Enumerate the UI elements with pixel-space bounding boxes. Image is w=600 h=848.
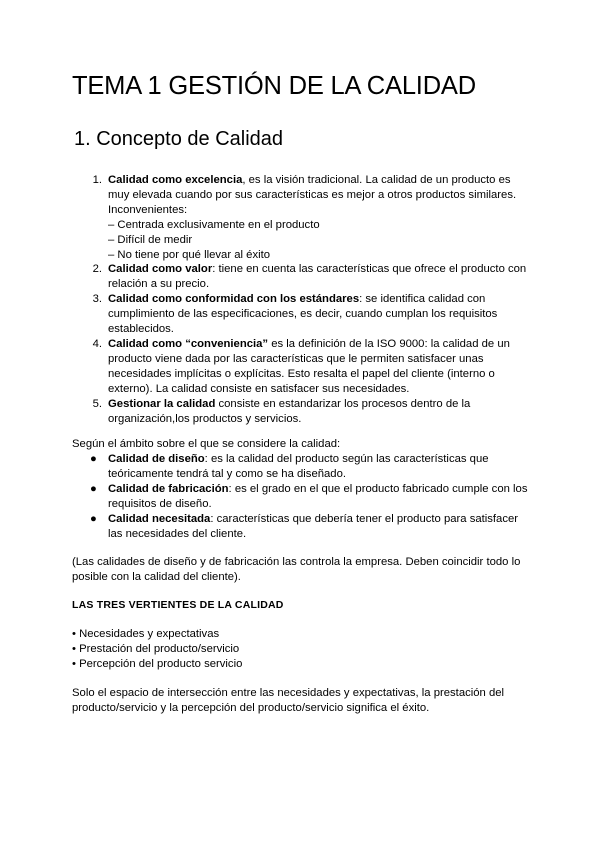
list-item-text: : tiene en cuenta las características que ofrece el producto con relación a su precio.	[108, 263, 527, 291]
bullet-item	[88, 512, 528, 542]
sub-item: – No tiene por qué llevar al éxito	[108, 248, 271, 261]
bullet-icon: ●	[90, 453, 97, 465]
calidad-definitions-list	[88, 173, 528, 426]
list-item-text: , es la visión tradicional. La calidad de un producto es muy elevada cuando por sus características es mejor a otros productos similares. Inconvenientes:	[108, 174, 517, 216]
conclusion-paragraph: Solo el espacio de intersección entre las necesidades y expectativas, la prestación del producto/servicio y la percepción del producto/servicio significa el éxito.	[72, 687, 505, 714]
calidad-note: (Las calidades de diseño y de fabricación las controla la empresa. Deben coincidir todo lo posible con la calidad del cliente).	[72, 556, 521, 583]
list-item	[88, 337, 528, 397]
ambito-bullet-list	[88, 452, 528, 541]
bullet-text: : características que debería tener el producto para satisfacer las necesidades del cliente.	[108, 512, 519, 540]
list-item-bold: Calidad como “conveniencia”	[108, 337, 269, 350]
list-item-bold: Calidad como conformidad con los estándares	[108, 293, 360, 306]
bullet-item	[88, 482, 528, 512]
vertientes-list	[72, 627, 242, 672]
bullet-text: : es el grado en el que el producto fabricado cumple con los requisitos de diseño.	[108, 482, 528, 510]
bullet-bold: Calidad de fabricación	[108, 482, 229, 495]
list-number: 3.	[92, 293, 102, 306]
list-item-bold: Calidad como excelencia	[108, 174, 243, 186]
bullet-icon: ●	[90, 482, 97, 495]
bullet-bold: Calidad de diseño	[108, 453, 205, 465]
list-number: 2.	[92, 263, 102, 276]
bullet-item	[88, 452, 528, 482]
sub-item: – Centrada exclusivamente en el producto	[108, 218, 320, 231]
list-item-bold: Calidad como valor	[108, 263, 213, 276]
list-item	[88, 262, 528, 292]
list-item	[88, 173, 528, 262]
list-item-text: : se identifica calidad con cumplimiento de las especificaciones, es decir, cuando cumplan los requisitos establecidos.	[108, 293, 498, 336]
vertiente-item: • Necesidades y expectativas	[72, 628, 220, 640]
section-heading-concepto: 1. Concepto de Calidad	[74, 128, 284, 150]
list-item-bold: Gestionar la calidad	[108, 397, 216, 410]
bullet-bold: Calidad necesitada	[108, 512, 211, 525]
bullet-text: : es la calidad del producto según las características que teóricamente tendrá tal y como se ha diseñado.	[108, 453, 489, 480]
sub-item: – Difícil de medir	[108, 233, 193, 246]
list-number: 5.	[92, 397, 102, 410]
list-item-text: consiste en estandarizar los procesos dentro de la organización,los productos y servicios.	[108, 397, 471, 425]
section-heading-vertientes: LAS TRES VERTIENTES DE LA CALIDAD	[72, 599, 284, 611]
list-number: 1.	[92, 174, 102, 186]
list-number: 4.	[92, 337, 102, 350]
list-item	[88, 397, 528, 427]
document-title: TEMA 1 GESTIÓN DE LA CALIDAD	[72, 72, 476, 100]
list-item-text: es la definición de la ISO 9000: la calidad de un producto viene dada por las características que le permiten satisfacer unas necesidades implícitas o explícitas. Esto resalta el papel del cliente (interno o externo). La calidad consiste en satisfacer sus necesidades.	[108, 337, 510, 395]
list-item	[88, 292, 528, 337]
bullet-icon: ●	[90, 512, 97, 525]
vertiente-item: • Prestación del producto/servicio	[72, 642, 240, 655]
ambito-intro: Según el ámbito sobre el que se considere la calidad:	[72, 438, 341, 450]
vertiente-item: • Percepción del producto servicio	[72, 657, 243, 670]
